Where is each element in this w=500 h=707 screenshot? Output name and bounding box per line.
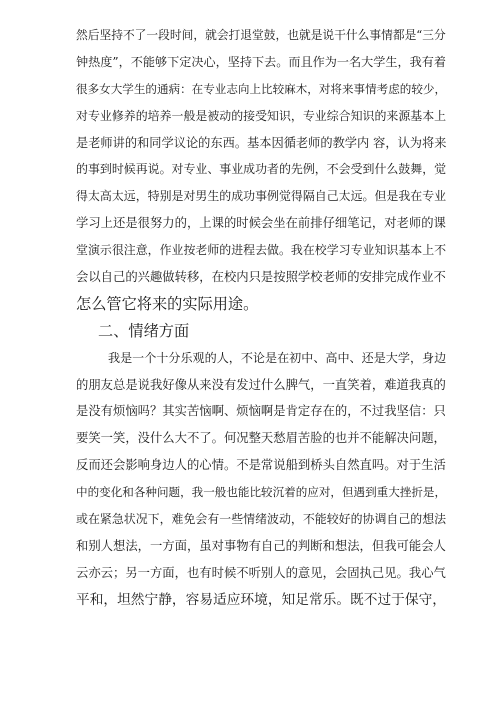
paragraph-line: 会以自己的兴趣做转移，在校内只是按照学校老师的安排完成作业不 (76, 270, 446, 285)
paragraph-line: 反而还会影响身边人的心情。不是常说船到桥头自然直吗。对于生活 (76, 458, 446, 473)
paragraph-line: 钟热度”，不能够下定决心，坚持下去。而且作为一名大学生，我有着 (76, 54, 446, 69)
paragraph-line: 云亦云；另一方面，也有时候不听别人的意见，会固执己见。我心气 (76, 565, 446, 580)
paragraph-line: 学习上还是很努力的，上课的时候会坐在前排仔细笔记，对老师的课 (76, 216, 446, 231)
paragraph-line: 是没有烦恼吗？其实苦恼啊、烦恼啊是肯定存在的，不过我坚信：只 (76, 404, 446, 419)
paragraph-line: 的朋友总是说我好像从来没有发过什么脾气，一直笑着，难道我真的 (76, 377, 446, 392)
paragraph-line: 中的变化和各种问题，我一般也能比较沉着的应对，但遇到重大挫折是， (76, 485, 447, 500)
paragraph-line: 是老师讲的和同学议论的东西。基本因循老师的教学内 容，认为将来 (76, 135, 447, 150)
paragraph-line: 平和，坦然宁静，容易适应环境，知足常乐。既不过于保守， (76, 591, 446, 608)
paragraph-line: 怎么管它将来的实际用途。 (76, 294, 259, 313)
paragraph-line: 堂演示很注意，作业按老师的进程去做。我在校学习专业知识基本上不 (76, 243, 447, 258)
paragraph-line: 我是一个十分乐观的人，不论是在初中、高中、还是大学，身边 (108, 350, 447, 365)
paragraph-line: 的事到时候再说。对专业、事业成功者的先例，不会受到什么鼓舞，觉 (76, 162, 447, 177)
paragraph-line: 然后坚持不了一段时间，就会打退堂鼓，也就是说干什么事情都是“三分 (76, 28, 446, 42)
paragraph-line: 或在紧急状况下，难免会有一些情绪波动，不能较好的协调自己的想法 (76, 512, 447, 527)
paragraph-line: 很多女大学生的通病：在专业志向上比较麻木，对将来事情考虑的较少， (76, 81, 447, 96)
paragraph-line: 和别人想法，一方面，虽对事物有自己的判断和想法，但我可能会人 (76, 538, 446, 553)
paragraph-line: 对专业修养的培养一般是被动的接受知识，专业综合知识的来源基本上 (76, 108, 447, 123)
section-heading: 二、情绪方面 (98, 321, 190, 340)
paragraph-line: 要笑一笑，没什么大不了。何况整天愁眉苦脸的也并不能解决问题， (76, 431, 446, 446)
paragraph-line: 得太高太远，特别是对男生的成功事例觉得隔自己太远。但是我在专业 (76, 189, 447, 204)
document-body (76, 22, 446, 614)
